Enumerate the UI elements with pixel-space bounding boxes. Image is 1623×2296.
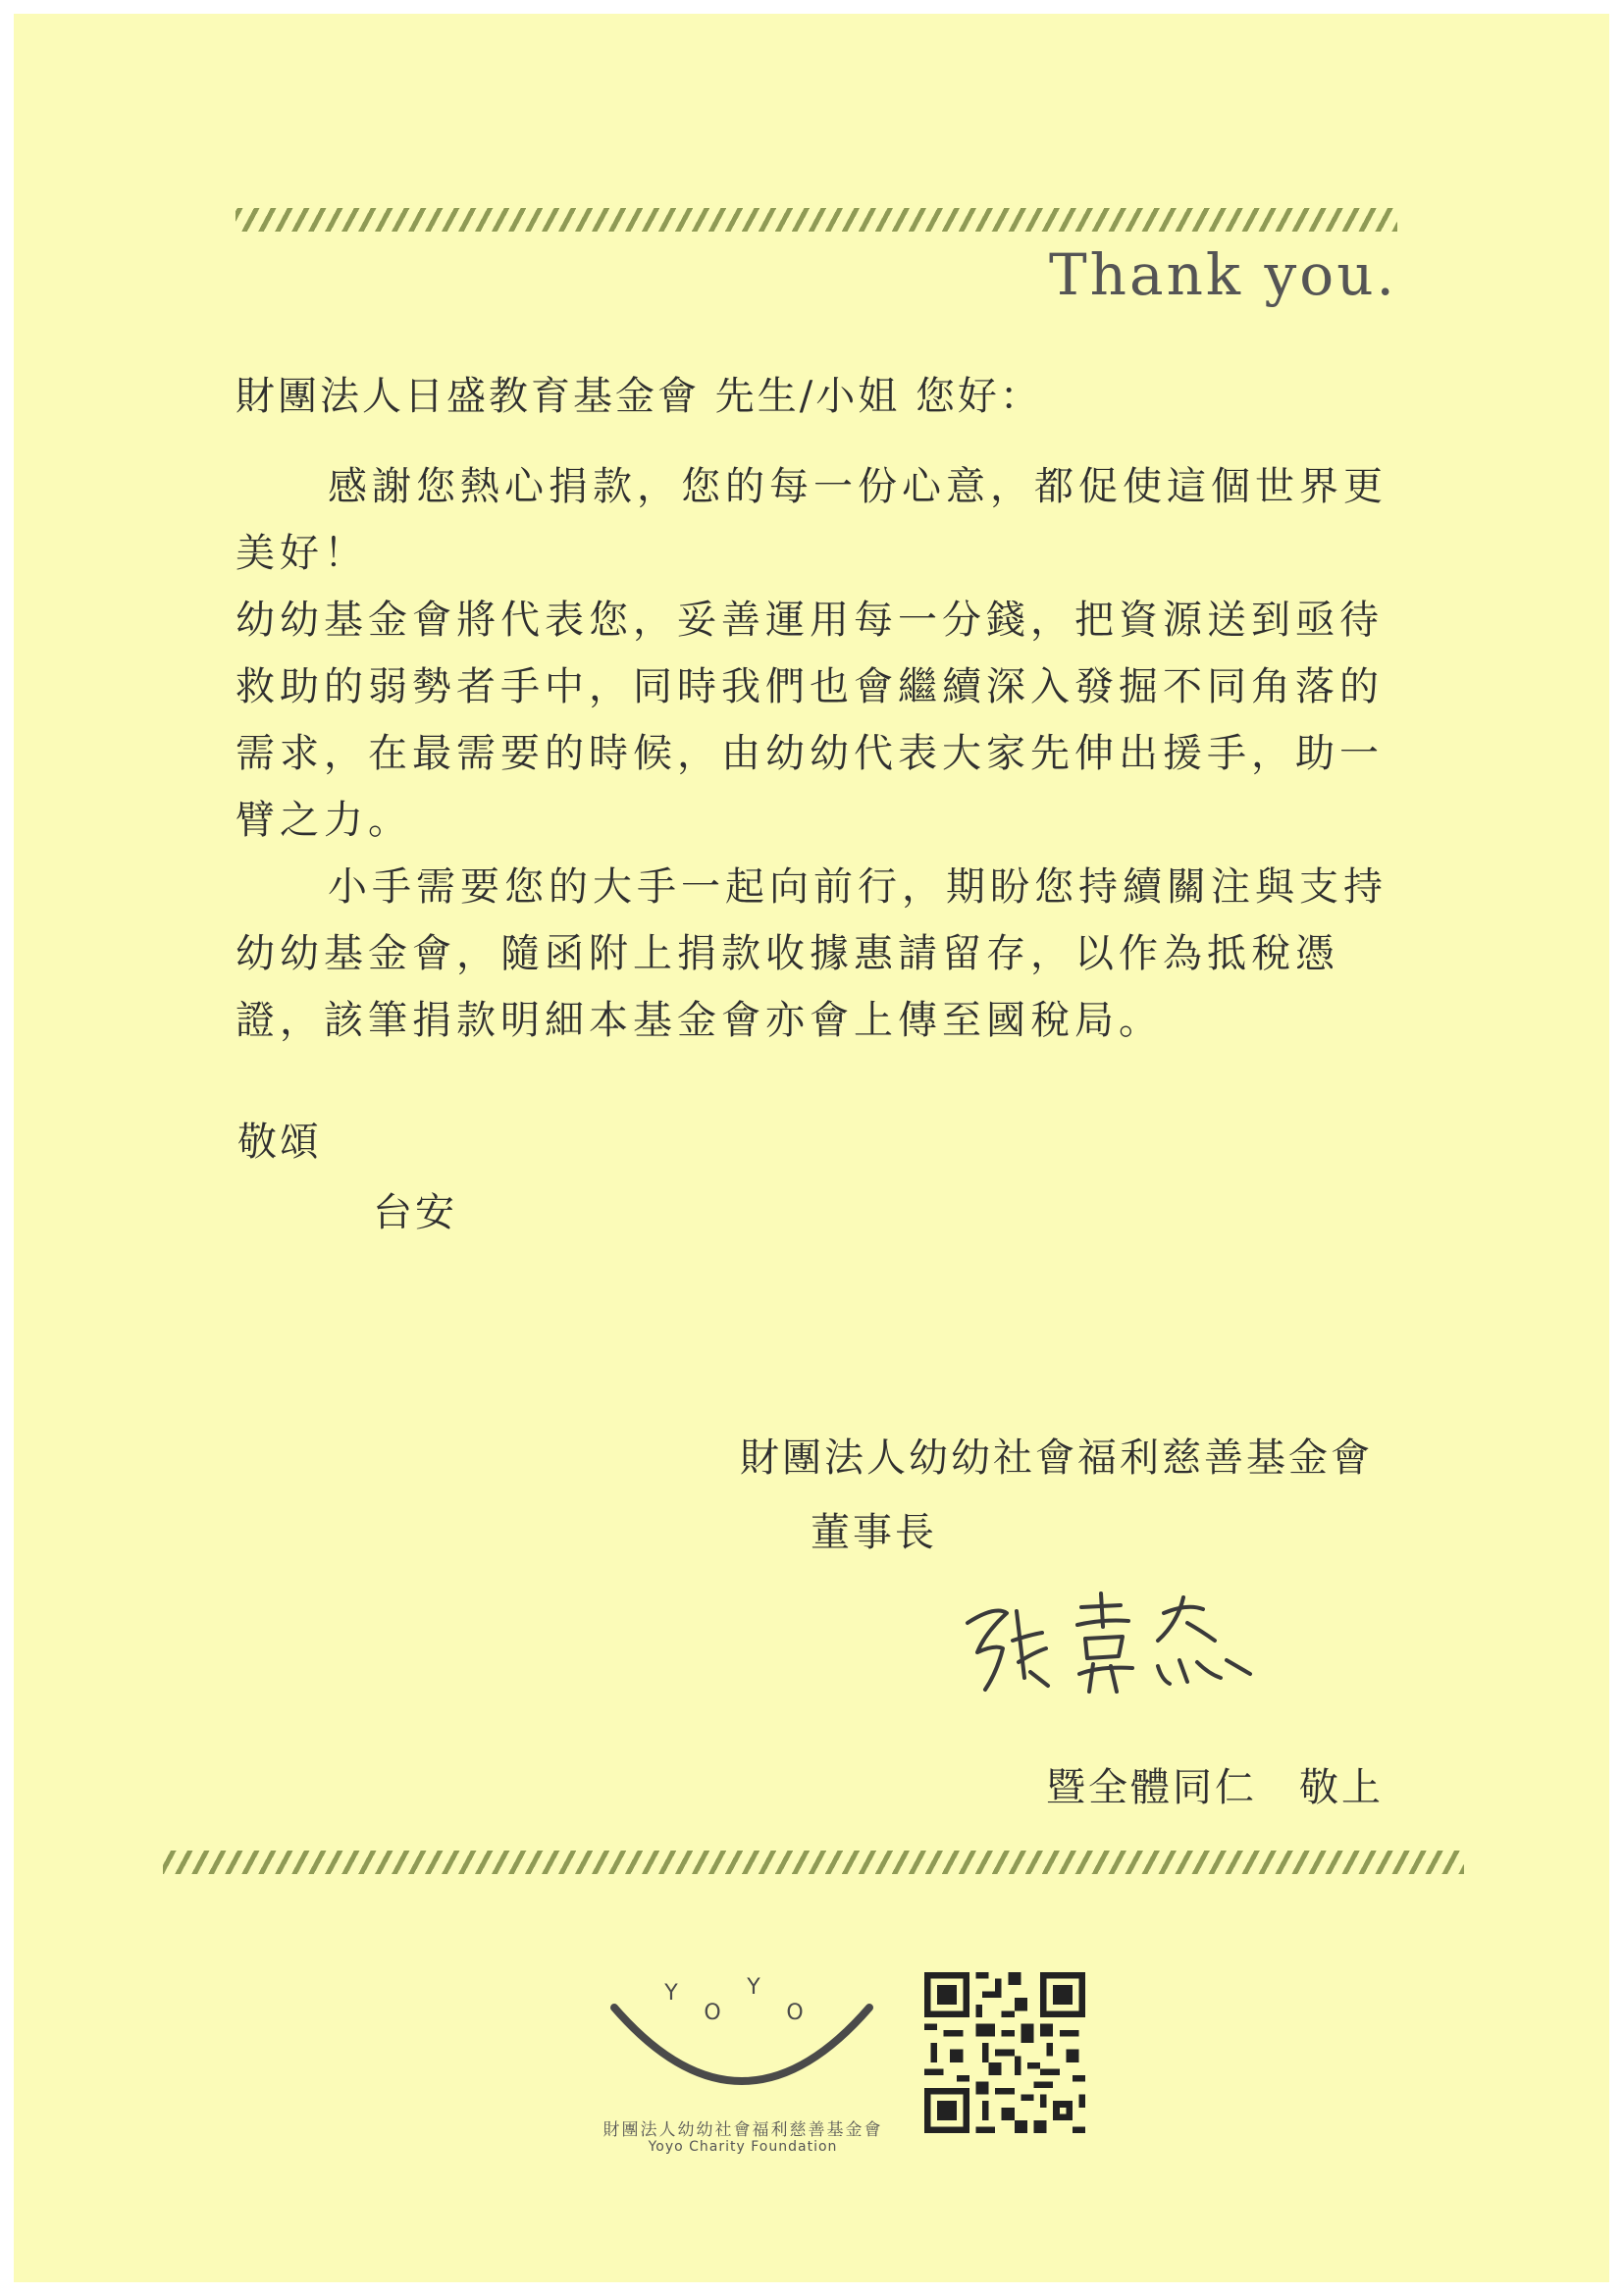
closing-salutation: 敬頌 (237, 1120, 322, 1165)
organization-name: 財團法人幼幼社會福利慈善基金會 (740, 1435, 1373, 1481)
logo-letter-y2: Y (747, 1975, 760, 2000)
closing-wish: 台安 (373, 1190, 457, 1235)
chairman-title: 董事長 (811, 1510, 937, 1555)
greeting-line: 財團法人日盛教育基金會 先生/小姐 您好： (236, 374, 1042, 419)
logo-letter-o1: O (704, 2001, 721, 2025)
top-stripe-divider (236, 208, 1397, 232)
yoyo-smile-logo (585, 1949, 899, 2135)
staff-signoff: 暨全體同仁 敬上 (1046, 1765, 1384, 1810)
letter-page (14, 14, 1609, 2282)
logo-name-english: Yoyo Charity Foundation (648, 2139, 838, 2155)
logo-name-chinese: 財團法人幼幼社會福利慈善基金會 (602, 2120, 883, 2140)
qr-code[interactable] (924, 1972, 1085, 2133)
thank-you-heading: Thank you. (1048, 241, 1397, 308)
bottom-stripe-divider (163, 1851, 1464, 1874)
paragraph-thanks: 感謝您熱心捐款，您的每一份心意，都促使這個世界更美好！ (236, 464, 1387, 576)
paragraph-commitment: 幼幼基金會將代表您，妥善運用每一分錢，把資源送到亟待救助的弱勢者手中，同時我們也會繼續深入發掘不同角落的需求，在最需要的時候，由幼幼代表大家先伸出援手，助一臂之力。 (236, 598, 1384, 843)
logo-letter-o2: O (786, 2001, 804, 2025)
chairman-signature (956, 1584, 1260, 1701)
logo-letter-y1: Y (664, 1981, 678, 2006)
paragraph-receipt: 小手需要您的大手一起向前行，期盼您持續關注與支持幼幼基金會，隨函附上捐款收據惠請留存，以作為抵稅憑證，該筆捐款明細本基金會亦會上傳至國稅局。 (236, 864, 1387, 1043)
